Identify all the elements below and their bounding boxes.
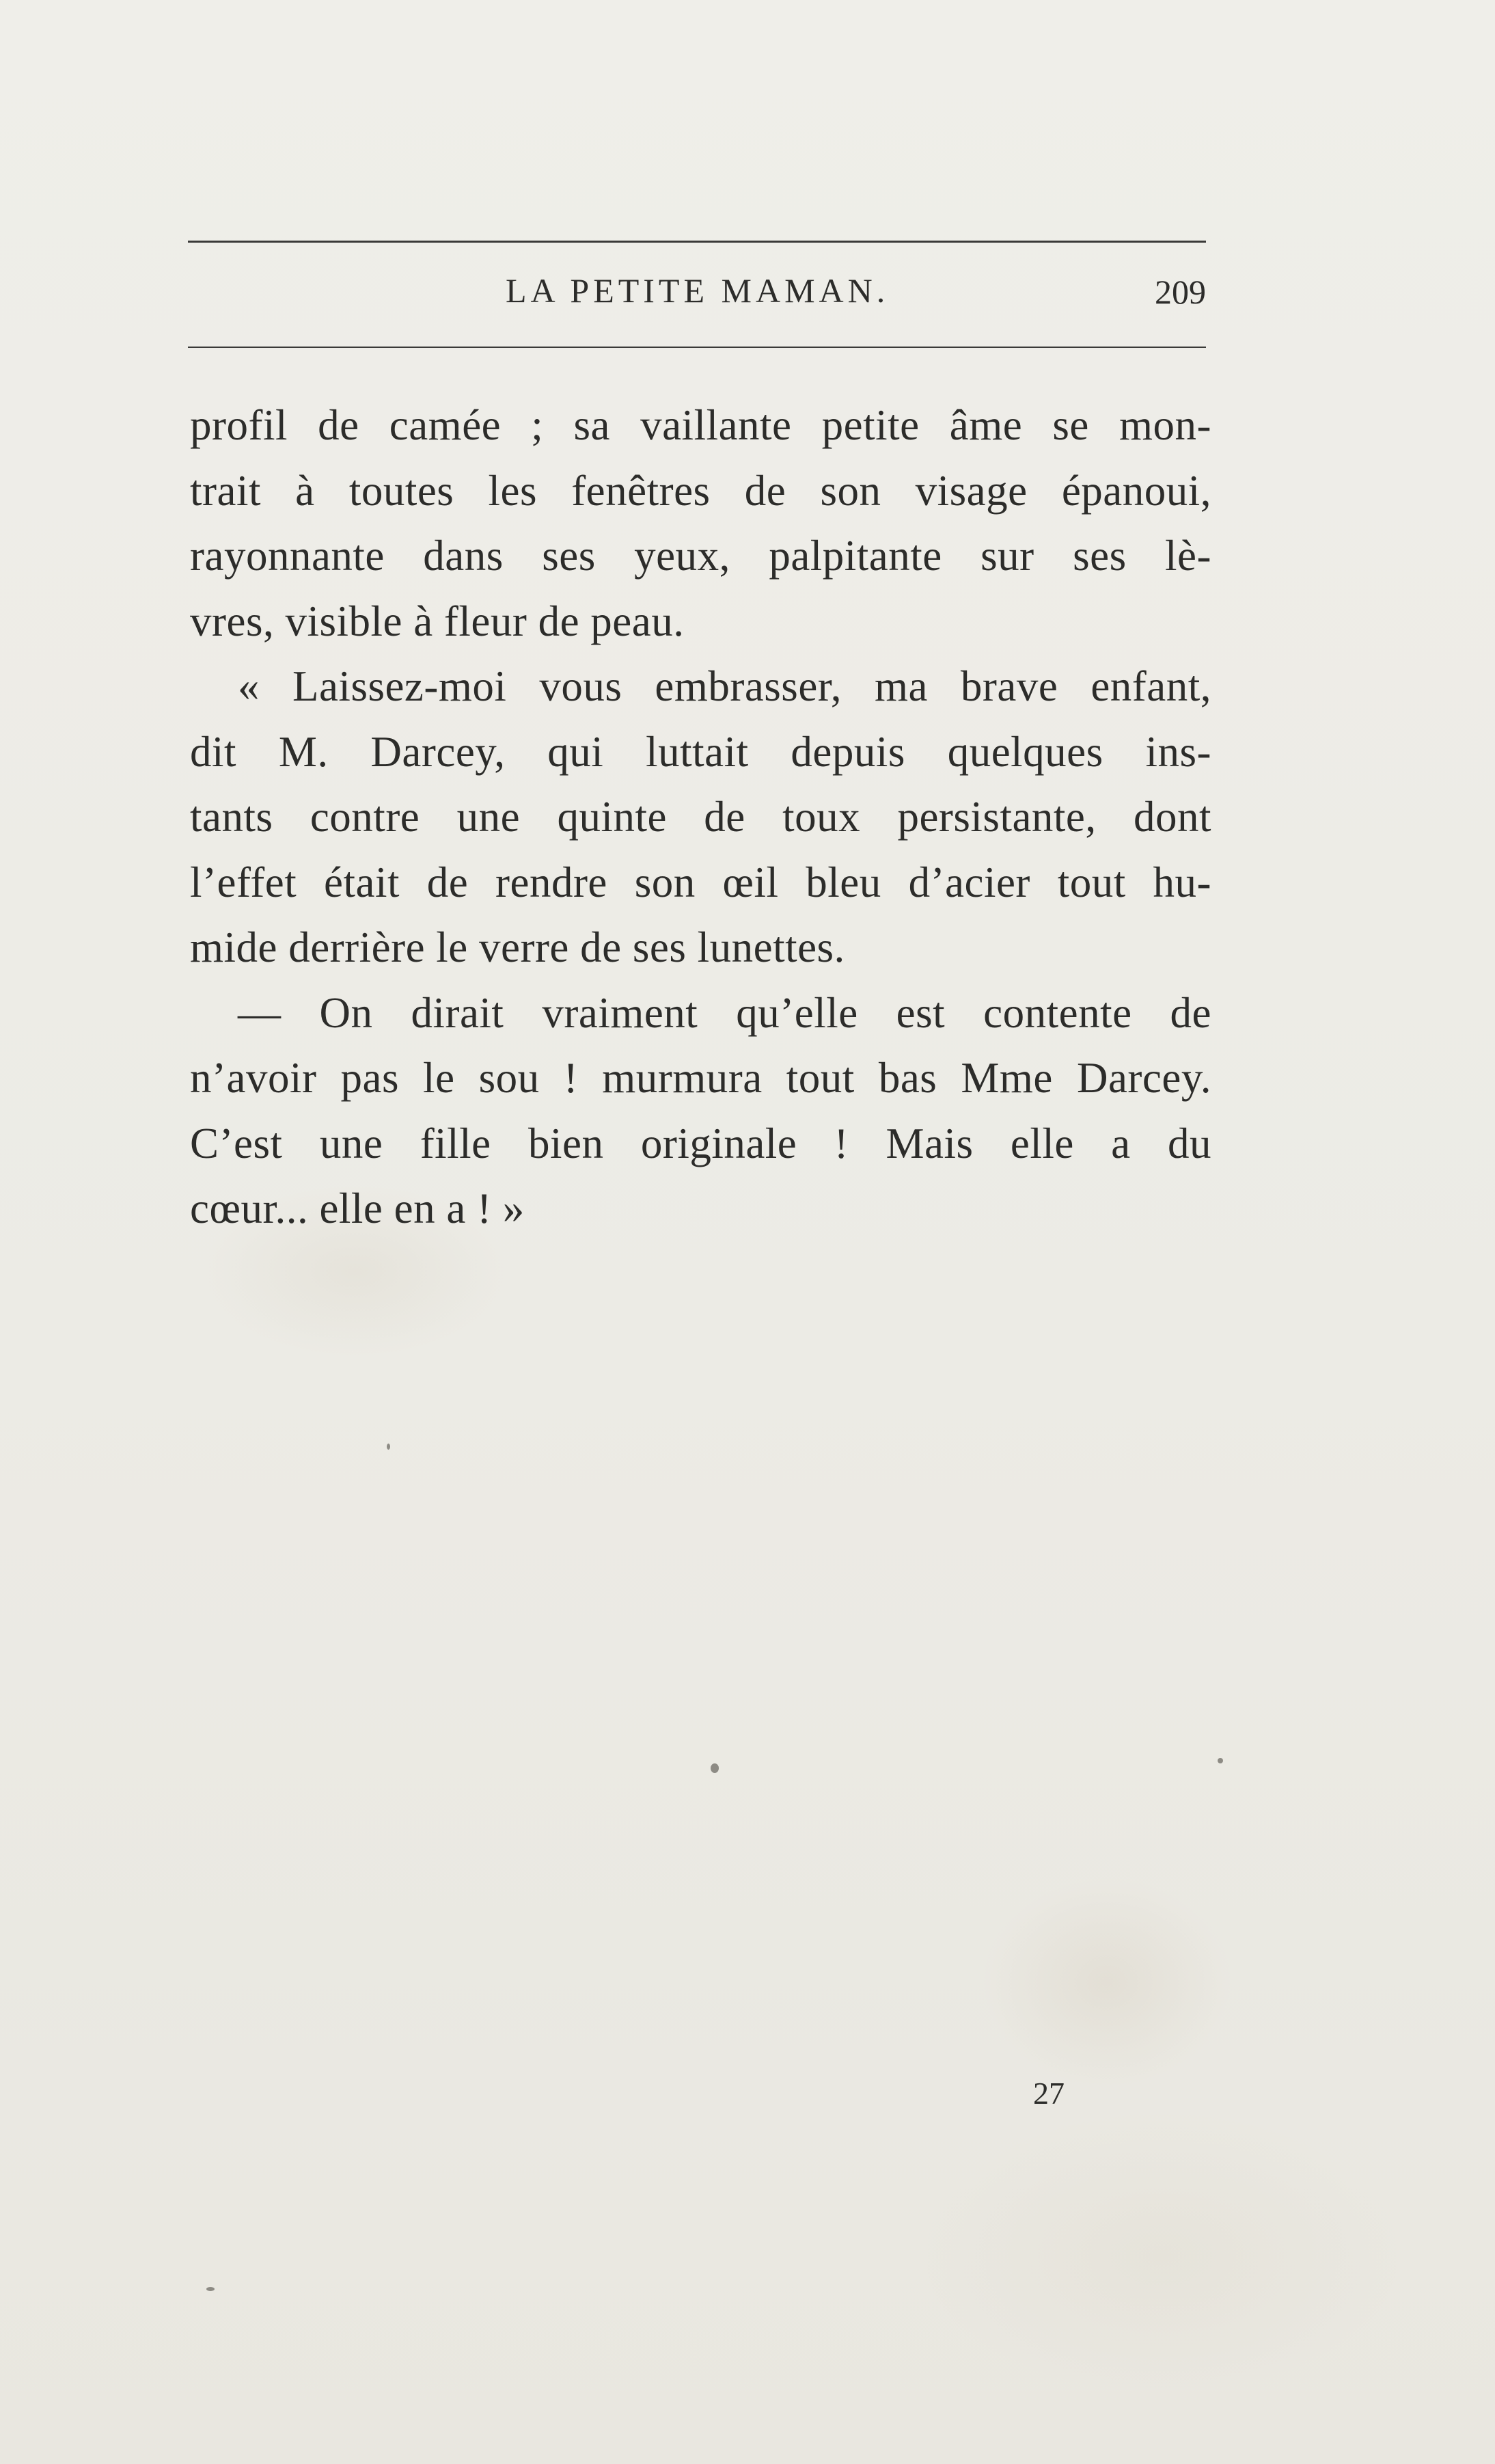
text-line: « Laissez-moi vous embrasser, ma brave enfant, <box>238 662 1211 710</box>
header-top-rule <box>188 241 1206 243</box>
paper-speck <box>387 1444 390 1450</box>
text-line: vres, visible à fleur de peau. <box>190 597 685 645</box>
text-line: l’effet était de rendre son œil bleu d’acier tout hu- <box>190 858 1211 906</box>
text-line: tants contre une quinte de toux persistante, dont <box>190 793 1211 841</box>
running-title: LA PETITE MAMAN. <box>506 271 890 310</box>
paper-speck <box>206 2287 215 2291</box>
text-line: — On dirait vraiment qu’elle est contente de <box>238 988 1211 1037</box>
body-text <box>190 393 1211 1242</box>
text-line: rayonnante dans ses yeux, palpitante sur ses lè- <box>190 532 1211 580</box>
paper-speck <box>1218 1758 1223 1763</box>
page-number: 209 <box>1155 273 1206 311</box>
signature-mark: 27 <box>1033 2076 1065 2111</box>
text-line: profil de camée ; sa vaillante petite âme se mon- <box>190 401 1211 449</box>
header-bottom-rule <box>188 347 1206 348</box>
text-line: dit M. Darcey, qui luttait depuis quelques ins- <box>190 727 1211 776</box>
text-line: trait à toutes les fenêtres de son visage épanoui, <box>190 466 1211 515</box>
text-line: n’avoir pas le sou ! murmura tout bas Mme Darcey. <box>190 1054 1211 1102</box>
text-line: mide derrière le verre de ses lunettes. <box>190 923 845 971</box>
text-line: cœur... elle en a ! » <box>190 1184 525 1232</box>
paper-speck <box>711 1763 719 1773</box>
text-line: C’est une fille bien originale ! Mais elle a du <box>190 1119 1211 1167</box>
